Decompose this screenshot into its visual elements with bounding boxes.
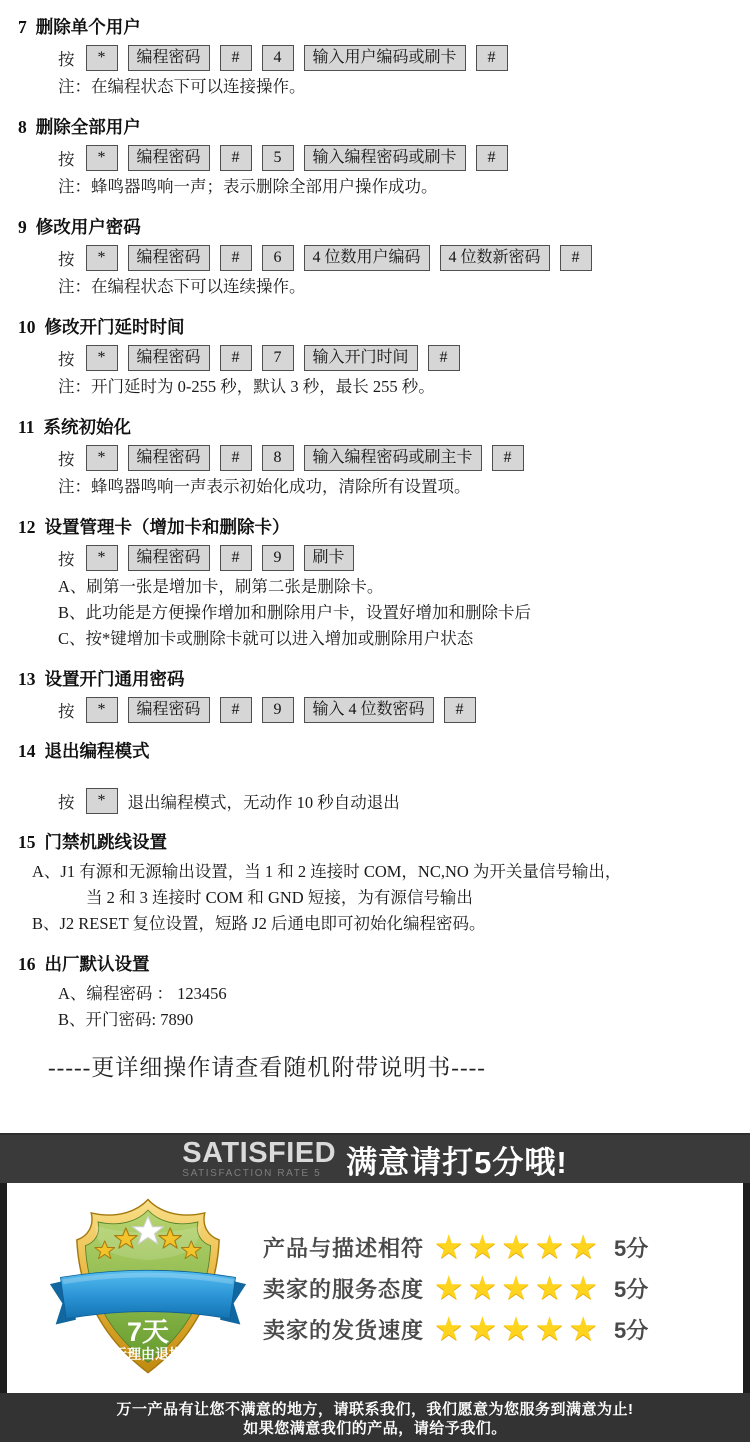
star-icon: ★ (534, 1310, 569, 1347)
keypad-key: # (220, 545, 252, 571)
footer-line: 万一产品有让您不满意的地方，请联系我们，我们愿意为您服务到满意为止! (116, 1401, 634, 1418)
star-icon: ★ (501, 1228, 535, 1265)
keypad-key: 7 (262, 345, 294, 371)
keypad-key: # (220, 245, 252, 271)
rating-score: 5分 (613, 1317, 649, 1343)
keypad-key: 编程密码 (128, 345, 210, 371)
keypad-key: 9 (262, 545, 294, 571)
note-line: 注：蜂鸣器鸣响一声；表示删除全部用户操作成功。 (58, 177, 438, 196)
keypad-key: 编程密码 (128, 145, 210, 171)
keypad-key: 输入编程密码或刷卡 (304, 145, 466, 171)
keypad-key: 5 (262, 145, 294, 171)
rating-row (263, 1269, 743, 1306)
keypad-key: 编程密码 (128, 697, 210, 723)
footer-line: 如果您满意我们的产品，请给予我们。 (243, 1420, 507, 1437)
manual-section (18, 516, 734, 652)
manual-section (18, 116, 734, 200)
section-title (18, 416, 734, 439)
satisfaction-banner (0, 1133, 750, 1183)
badge-policy-label: 无理由退换 (113, 1346, 183, 1363)
keypad-key: * (86, 45, 118, 71)
banner-english-block (182, 1139, 336, 1179)
keypad-key: # (220, 145, 252, 171)
section-title (18, 831, 734, 854)
star-rating-icons (434, 1269, 602, 1306)
keypad-key: 输入开门时间 (304, 345, 418, 371)
keypad-key: # (444, 697, 476, 723)
press-label: 按 (58, 150, 75, 169)
keypad-key: # (476, 45, 508, 71)
section-title-text: 门禁机跳线设置 (44, 832, 167, 852)
section-title (18, 16, 734, 39)
star-rating-icons (434, 1228, 602, 1265)
section-number: 11 (18, 417, 35, 437)
keypad-key: 4 位数新密码 (440, 245, 550, 271)
section-title-text: 出厂默认设置 (44, 954, 150, 974)
keypad-key: # (220, 445, 252, 471)
star-icon: ★ (568, 1310, 602, 1347)
key-row-suffix: 退出编程模式，无动作 10 秒自动退出 (127, 793, 400, 812)
rating-label: 产品与描述相符 (263, 1235, 425, 1261)
manual-section (18, 416, 734, 500)
rating-score: 5分 (613, 1276, 649, 1302)
return-guarantee-badge-icon (45, 1187, 251, 1389)
manual-footnote: -----更详细操作请查看随机附带说明书---- (48, 1055, 486, 1080)
rating-row (263, 1228, 743, 1265)
satisfaction-body (0, 1183, 750, 1393)
rating-row (263, 1310, 743, 1347)
keypad-key: 6 (262, 245, 294, 271)
note-line: A、刷第一张是增加卡，刷第二张是删除卡。 (58, 577, 384, 596)
note-line: B、J2 RESET 复位设置，短路 J2 后通电即可初始化编程密码。 (32, 914, 486, 933)
press-label: 按 (58, 702, 75, 721)
section-title-text: 删除单个用户 (35, 17, 141, 37)
section-number: 12 (18, 517, 36, 537)
note-line: 注：蜂鸣器鸣响一声表示初始化成功，清除所有设置项。 (58, 477, 471, 496)
section-title-text: 设置开门通用密码 (44, 669, 185, 689)
ratings-list (251, 1222, 743, 1355)
keypad-key: 输入 4 位数密码 (304, 697, 434, 723)
keypad-key: 编程密码 (128, 545, 210, 571)
keypad-key: 编程密码 (128, 245, 210, 271)
section-title (18, 116, 734, 139)
keypad-key: 刷卡 (304, 545, 354, 571)
note-line: 注：在编程状态下可以连续操作。 (58, 277, 306, 296)
star-icon: ★ (568, 1228, 602, 1265)
key-sequence-row (58, 244, 734, 272)
press-label: 按 (58, 450, 75, 469)
section-title (18, 953, 734, 976)
section-number: 10 (18, 317, 36, 337)
note-line: A、编程密码 ： 123456 (58, 984, 227, 1003)
section-title (18, 668, 734, 691)
section-number: 16 (18, 954, 36, 974)
manual-section (18, 216, 734, 300)
note-line: 注：在编程状态下可以连接操作。 (58, 77, 306, 96)
star-icon: ★ (467, 1310, 502, 1347)
keypad-key: * (86, 445, 118, 471)
section-title (18, 316, 734, 339)
section-title-text: 系统初始化 (43, 417, 132, 437)
press-label: 按 (58, 50, 75, 69)
banner-subtitle-en: SATISFACTION RATE 5 (182, 1168, 322, 1179)
press-label: 按 (58, 350, 75, 369)
keypad-key: 编程密码 (128, 445, 210, 471)
keypad-key: * (86, 345, 118, 371)
star-icon: ★ (568, 1269, 602, 1306)
keypad-key: * (86, 788, 118, 814)
section-title-text: 退出编程模式 (44, 741, 150, 761)
keypad-key: 编程密码 (128, 45, 210, 71)
key-sequence-row (58, 44, 734, 72)
key-sequence-row (58, 344, 734, 372)
section-number: 7 (18, 17, 27, 37)
keypad-key: # (476, 145, 508, 171)
rating-label: 卖家的服务态度 (263, 1276, 425, 1302)
note-line: A、J1 有源和无源输出设置，当 1 和 2 连接时 COM，NC,NO 为开关量信号输出， (32, 862, 622, 881)
manual-section (18, 316, 734, 400)
section-number: 14 (18, 741, 36, 761)
banner-title-en: SATISFIED (182, 1137, 337, 1169)
manual-section (18, 740, 734, 815)
badge-days-label: 7天 (127, 1316, 169, 1347)
star-icon: ★ (534, 1269, 569, 1306)
key-sequence-row (58, 544, 734, 572)
section-title (18, 516, 734, 539)
keypad-key: * (86, 545, 118, 571)
star-icon: ★ (501, 1269, 535, 1306)
keypad-key: 4 位数用户编码 (304, 245, 430, 271)
keypad-key: 输入编程密码或刷主卡 (304, 445, 482, 471)
keypad-key: * (86, 145, 118, 171)
star-icon: ★ (434, 1310, 468, 1347)
manual-section (18, 16, 734, 100)
section-title (18, 740, 734, 763)
manual-sections (18, 16, 734, 1033)
manual-section (18, 668, 734, 724)
rating-score: 5分 (613, 1235, 649, 1261)
note-line: B、开门密码: 7890 (58, 1010, 194, 1029)
star-icon: ★ (434, 1228, 468, 1265)
key-sequence-row (58, 787, 734, 815)
keypad-key: # (428, 345, 460, 371)
section-number: 15 (18, 832, 36, 852)
press-label: 按 (58, 550, 75, 569)
key-sequence-row (58, 696, 734, 724)
star-icon: ★ (501, 1310, 535, 1347)
section-number: 8 (18, 117, 27, 137)
note-line: C、按*键增加卡或删除卡就可以进入增加或删除用户状态 (58, 629, 474, 648)
note-line: 注：开门延时为 0-255 秒，默认 3 秒，最长 255 秒。 (58, 377, 435, 396)
section-title-text: 修改用户密码 (35, 217, 141, 237)
keypad-key: # (220, 697, 252, 723)
manual-section (18, 953, 734, 1033)
keypad-key: # (492, 445, 524, 471)
key-sequence-row (58, 444, 734, 472)
keypad-key: 4 (262, 45, 294, 71)
keypad-key: * (86, 245, 118, 271)
manual-section (18, 831, 734, 937)
keypad-key: * (86, 697, 118, 723)
section-title-text: 删除全部用户 (35, 117, 141, 137)
keypad-key: # (220, 345, 252, 371)
section-title (18, 216, 734, 239)
section-title-text: 设置管理卡（增加卡和删除卡） (44, 517, 290, 537)
banner-title-zh: 满意请打5分哦! (346, 1144, 568, 1180)
note-line: B、此功能是方便操作增加和删除用户卡，设置好增加和删除卡后 (58, 603, 532, 622)
section-number: 9 (18, 217, 27, 237)
press-label: 按 (58, 793, 75, 812)
key-sequence-row (58, 144, 734, 172)
footer-note (0, 1393, 750, 1442)
star-icon: ★ (467, 1228, 502, 1265)
keypad-key: # (220, 45, 252, 71)
section-number: 13 (18, 669, 36, 689)
star-rating-icons (434, 1310, 602, 1347)
note-line: 当 2 和 3 连接时 COM 和 GND 短接，为有源信号输出 (86, 888, 473, 907)
keypad-key: # (560, 245, 592, 271)
keypad-key: 8 (262, 445, 294, 471)
star-icon: ★ (434, 1269, 468, 1306)
star-icon: ★ (534, 1228, 569, 1265)
star-icon: ★ (467, 1269, 502, 1306)
keypad-key: 输入用户编码或刷卡 (304, 45, 466, 71)
press-label: 按 (58, 250, 75, 269)
keypad-key: 9 (262, 697, 294, 723)
section-title-text: 修改开门延时时间 (44, 317, 185, 337)
rating-label: 卖家的发货速度 (263, 1317, 425, 1343)
